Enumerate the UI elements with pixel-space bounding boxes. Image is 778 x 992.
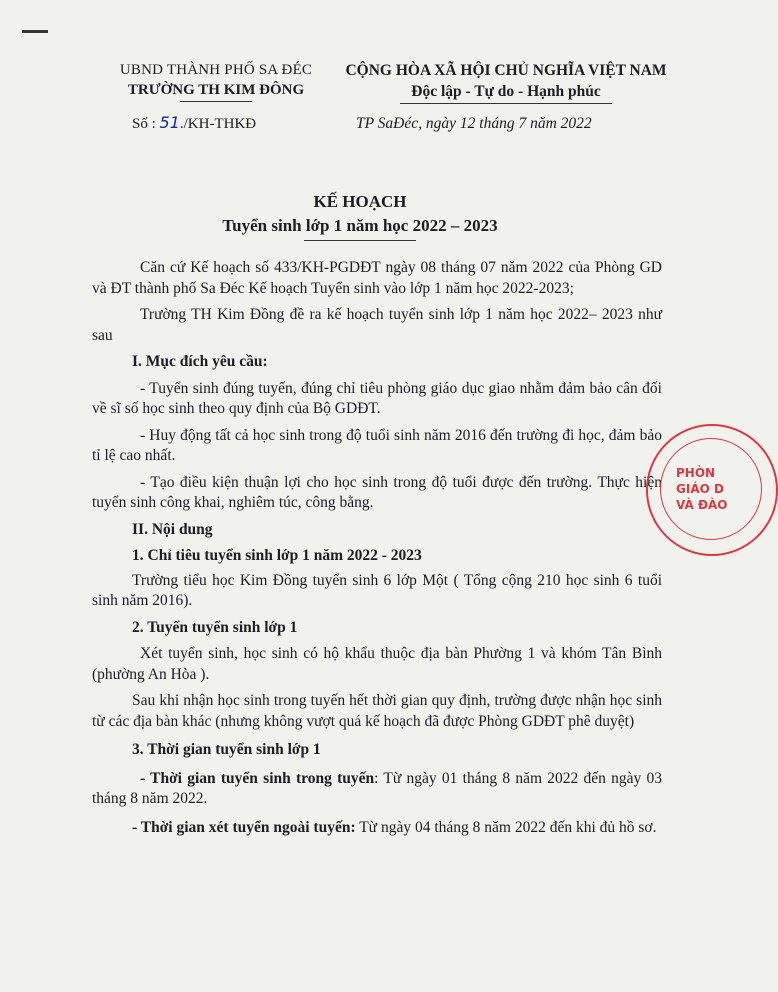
schedule-item-1-text: : Từ ngày 01 tháng 8 năm 2022 đến ngày 03 tháng 8 năm 2022. [92,769,663,807]
subsection-heading-schedule: 3. Thời gian tuyển sinh lớp 1 [132,741,321,758]
document-number [132,113,256,133]
document-date: TP SaĐéc, ngày 12 tháng 7 năm 2022 [356,115,592,132]
schedule-item-2-text: Từ ngày 04 tháng 8 năm 2022 đến khi đủ hồ sơ. [355,818,657,836]
schedule-item-1-label: - Thời gian tuyển sinh trong tuyến [140,769,375,787]
school-name: TRƯỜNG TH KIM ĐÔNG [127,82,305,98]
title-underline [304,240,416,241]
title-main: KẾ HOẠCH [313,192,407,211]
motto-underline [400,103,612,104]
quota-paragraph: Trường tiểu học Kim Đồng tuyển sinh 6 lớp Một ( Tổng cộng 210 học sinh 6 tuổi sinh năm 2016). [92,571,662,609]
title-sub: Tuyển sinh lớp 1 năm học 2022 – 2023 [222,216,498,235]
corner-dash-mark [22,30,48,33]
seal-text-1: PHÒN [676,466,716,480]
intro-paragraph: Trường TH Kim Đồng đề ra kế hoạch tuyển sinh lớp 1 năm học 2022– 2023 như sau [92,306,662,344]
admission-paragraph-2: Sau khi nhận học sinh trong tuyến hết thời gian quy định, trường được nhận học sinh từ các địa bàn khác (nhưng không vượt quá kế hoạch đã được Phòng GDĐT phê duyệt) [92,692,662,730]
header-right [336,60,676,104]
document-title [0,190,720,241]
doc-number-prefix: Số : [132,116,156,132]
purpose-item-1: - Tuyển sinh đúng tuyến, đúng chỉ tiêu phòng giáo dục giao nhằm đảm bảo cân đối về sĩ số học sinh theo quy định của Bộ GDĐT. [92,379,662,417]
subsection-heading-admission: 2. Tuyển tuyển sinh lớp 1 [132,618,298,636]
section-heading-content: II. Nội dung [132,520,213,538]
purpose-item-2: - Huy động tất cả học sinh trong độ tuổi sinh năm 2016 đến trường đi học, đảm bảo tỉ lệ cao nhất. [92,426,662,464]
admission-paragraph-1: Xét tuyển sinh, học sinh có hộ khẩu thuộc địa bàn Phường 1 và khóm Tân Bình (phường An Hòa ). [92,645,662,683]
red-seal-stamp [646,424,778,556]
document-body [92,258,662,838]
national-motto: Độc lập - Tự do - Hạnh phúc [411,83,601,100]
issuing-authority: UBND THÀNH PHỐ SA ĐÉC [119,62,313,78]
seal-text-3: VÀ ĐÀO [676,498,728,512]
header-left-underline [180,101,252,102]
seal-text-2: GIÁO D [676,482,724,496]
doc-number-handwritten: 51 [159,113,180,132]
subsection-heading-quota: 1. Chỉ tiêu tuyển sinh lớp 1 năm 2022 - 2023 [132,547,422,564]
schedule-item-2-label: - Thời gian xét tuyển ngoài tuyến: [132,818,356,836]
doc-number-suffix: ./KH-THKĐ [179,116,257,132]
nation-name: CỘNG HÒA XÃ HỘI CHỦ NGHĨA VIỆT NAM [345,62,667,79]
header-left [96,60,336,102]
schedule-item-1 [92,769,662,810]
basis-paragraph: Căn cứ Kế hoạch số 433/KH-PGDĐT ngày 08 tháng 07 năm 2022 của Phòng GD và ĐT thành phố Sa Đéc Kế hoạch Tuyển sinh vào lớp 1 năm học 2022-2023; [92,259,662,297]
section-heading-purpose: I. Mục đích yêu cầu: [132,353,268,370]
schedule-item-2 [92,818,662,839]
purpose-item-3: - Tạo điều kiện thuận lợi cho học sinh trong độ tuổi được đến trường. Thực hiện tuyển sinh công khai, nghiêm túc, công bằng. [92,473,662,511]
